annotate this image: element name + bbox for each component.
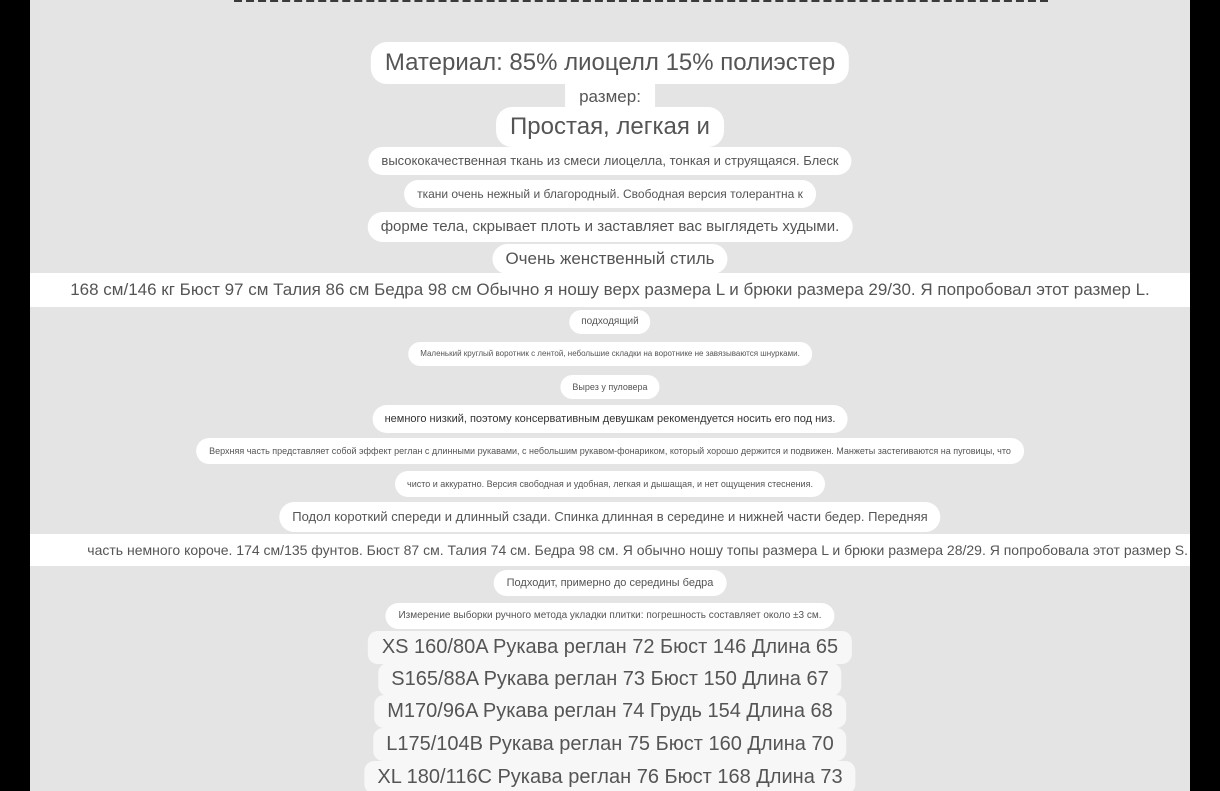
hem-line: Подол короткий спереди и длинный сзади. Спинка длинная в середине и нижней части бедер. Передняя bbox=[279, 502, 940, 532]
description-line: Очень женственный стиль bbox=[492, 244, 727, 274]
material-line: Материал: 85% лиоцелл 15% полиэстер bbox=[371, 42, 849, 84]
measurement-note: Измерение выборки ручного метода укладки плитки: погрешность составляет около ±3 см. bbox=[385, 603, 834, 629]
description-title: Простая, легкая и bbox=[496, 107, 724, 147]
collar-line: Маленький круглый воротник с лентой, небольшие складки на воротнике не завязываются шнурками. bbox=[408, 342, 812, 366]
fit-review-band: часть немного короче. 174 см/135 фунтов. Бюст 87 см. Талия 74 см. Бедра 98 см. Я обычно ношу топы размера L и брюки размера 28/29. Я попробовала этот размер S. bbox=[30, 534, 1190, 566]
product-description-image bbox=[30, 0, 1190, 791]
size-row: M170/96A Рукава реглан 74 Грудь 154 Длина 68 bbox=[374, 695, 846, 728]
sleeve-line: чисто и аккуратно. Версия свободная и удобная, легкая и дышащая, и нет ощущения стеснения. bbox=[395, 471, 825, 497]
neckline-line: немного низкий, поэтому консервативным девушкам рекомендуется носить его под низ. bbox=[373, 405, 848, 433]
fit-note: Подходит, примерно до середины бедра bbox=[494, 570, 727, 596]
size-row: S165/88A Рукава реглан 73 Бюст 150 Длина 67 bbox=[378, 663, 841, 696]
size-row: XS 160/80A Рукава реглан 72 Бюст 146 Длина 65 bbox=[368, 631, 852, 664]
description-line: форме тела, скрывает плоть и заставляет вас выглядеть худыми. bbox=[368, 212, 853, 242]
description-line: высококачественная ткань из смеси лиоцелла, тонкая и струящаяся. Блеск bbox=[368, 147, 851, 175]
fit-label: подходящий bbox=[569, 310, 650, 334]
size-row: XL 180/116C Рукава реглан 76 Бюст 168 Длина 73 bbox=[364, 761, 855, 791]
size-heading: размер: bbox=[565, 84, 655, 109]
description-line: ткани очень нежный и благородный. Свободная версия толерантна к bbox=[404, 180, 816, 208]
neckline-label: Вырез у пуловера bbox=[560, 375, 659, 399]
fit-review-band: 168 см/146 кг Бюст 97 см Талия 86 см Бедра 98 см Обычно я ношу верх размера L и брюки размера 29/30. Я попробовал этот размер L. bbox=[30, 273, 1190, 307]
sleeve-line: Верхняя часть представляет собой эффект реглан с длинными рукавами, с небольшим рукавом-фонариком, который хорошо держится и подвижен. Манжеты застегиваются на пуговицы, что bbox=[196, 438, 1024, 464]
dashed-divider bbox=[234, 0, 1048, 2]
size-row: L175/104B Рукава реглан 75 Бюст 160 Длина 70 bbox=[373, 728, 846, 761]
